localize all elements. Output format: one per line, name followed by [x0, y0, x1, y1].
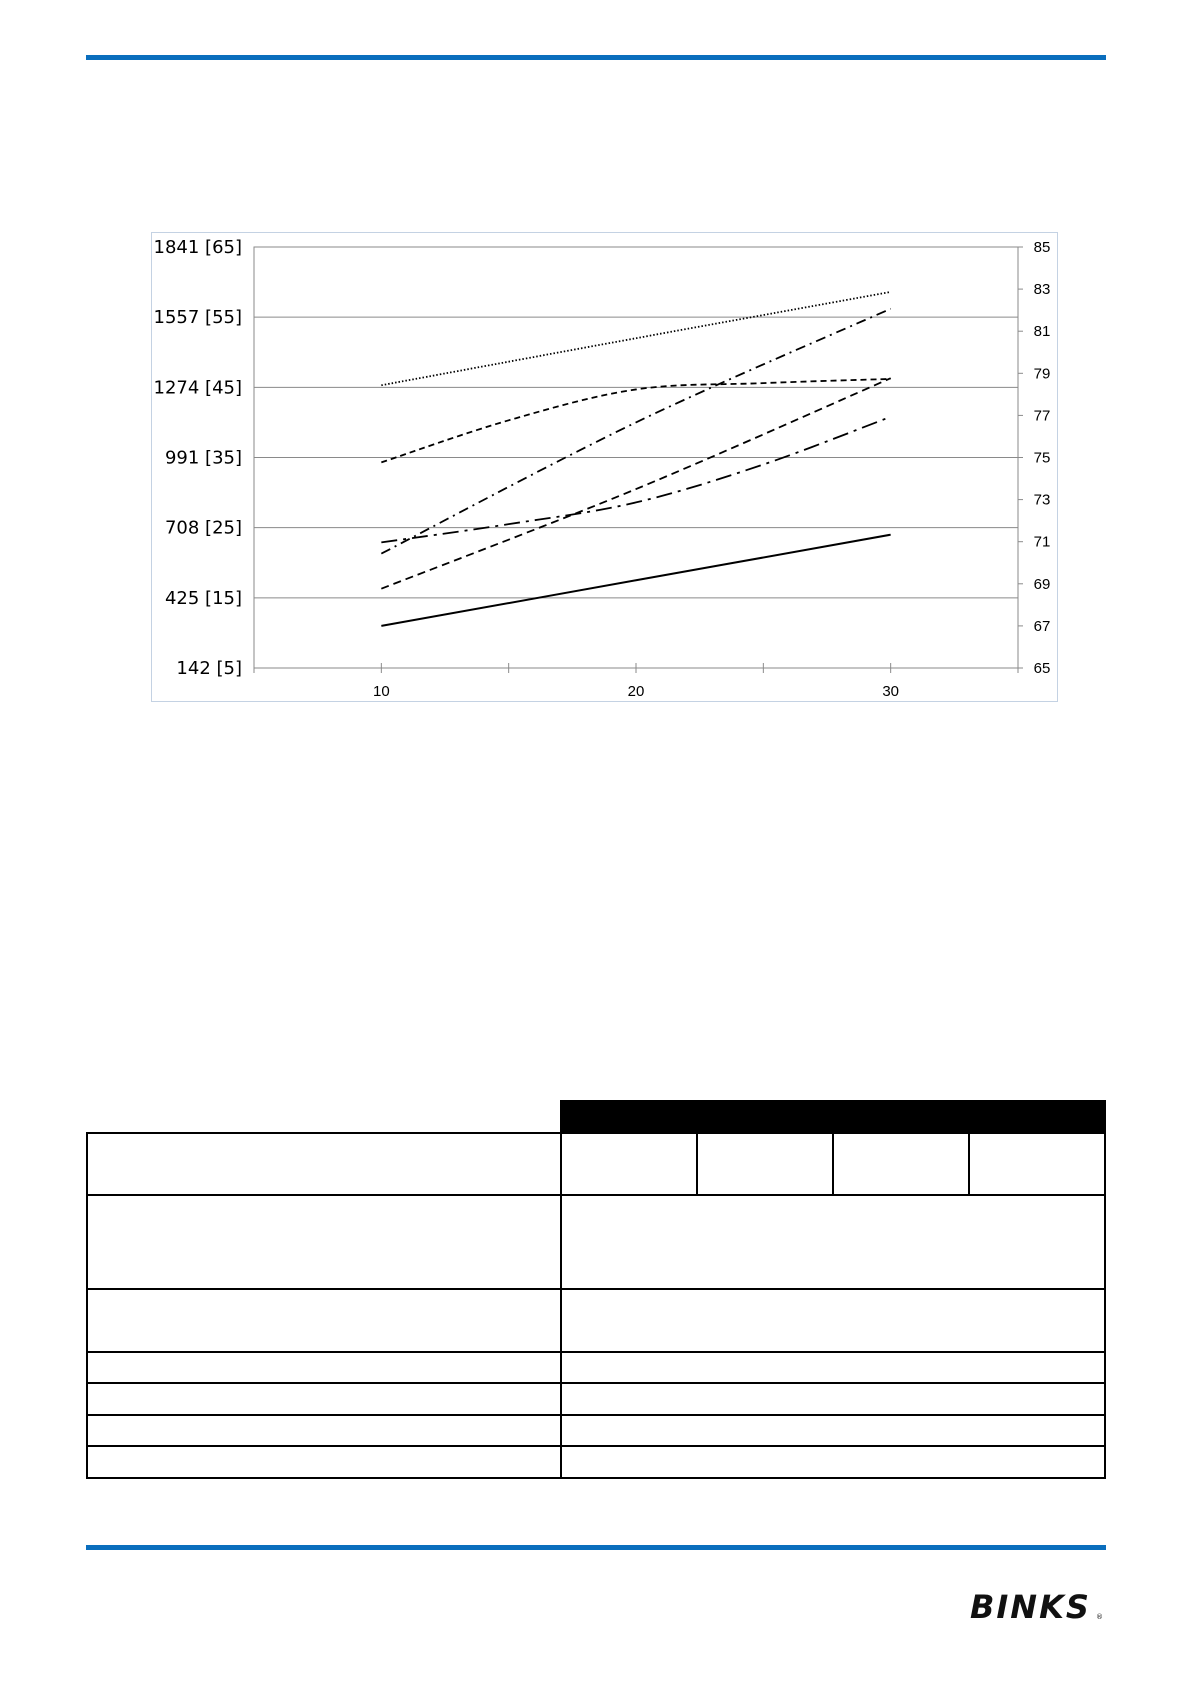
- y-tick-label-right: 69: [1033, 575, 1051, 593]
- registered-mark: ®: [1096, 1613, 1103, 1621]
- y-tick-label-right: 77: [1033, 407, 1051, 425]
- table-row-label: [86, 1382, 562, 1416]
- table-row-value: [560, 1288, 1106, 1353]
- y-tick-label-right: 65: [1033, 660, 1051, 677]
- y-tick-label-right: 71: [1033, 533, 1051, 551]
- table-col-2: [696, 1132, 834, 1196]
- x-tick-label: 10: [372, 683, 390, 700]
- y-tick-label-right: 83: [1033, 281, 1051, 299]
- table-row-label: [86, 1445, 562, 1479]
- y-tick-label-right: 79: [1033, 365, 1051, 383]
- chart-svg: [152, 233, 1059, 703]
- binks-logo: [970, 1588, 1106, 1624]
- table-row-value: [560, 1414, 1106, 1447]
- x-tick-label: 20: [627, 683, 645, 700]
- footer-rule: [86, 1545, 1106, 1550]
- table-header-band: [560, 1100, 1106, 1134]
- table-row-label: [86, 1414, 562, 1447]
- table-row-value: [560, 1194, 1106, 1290]
- y-tick-label-right: 67: [1033, 617, 1051, 635]
- table-col-1: [560, 1132, 698, 1196]
- y-tick-label-left: 1274 [45]: [153, 377, 242, 399]
- series-line-solid: [381, 535, 890, 626]
- chart: [151, 232, 1058, 702]
- series-line-long-dash: [381, 378, 890, 589]
- table-row-value: [560, 1445, 1106, 1479]
- y-tick-label-right: 81: [1033, 323, 1051, 341]
- series-line-dash-dot: [381, 309, 890, 554]
- table-row-label: [86, 1351, 562, 1384]
- series-line-dotted: [381, 292, 890, 385]
- table-row-label: [86, 1132, 562, 1196]
- x-tick-label: 30: [882, 683, 900, 700]
- y-tick-label-right: 73: [1033, 491, 1051, 509]
- y-tick-label-left: 991 [35]: [164, 447, 242, 469]
- table-col-4: [968, 1132, 1106, 1196]
- y-tick-label-left: 1841 [65]: [153, 237, 242, 258]
- table-row-value: [560, 1351, 1106, 1384]
- y-tick-label-left: 425 [15]: [164, 587, 242, 609]
- y-tick-label-left: 708 [25]: [164, 517, 242, 539]
- table-row-label: [86, 1288, 562, 1353]
- table-row-value: [560, 1382, 1106, 1416]
- y-tick-label-left: 142 [5]: [176, 658, 242, 679]
- table-col-3: [832, 1132, 970, 1196]
- table-row-label: [86, 1194, 562, 1290]
- header-rule: [86, 55, 1106, 60]
- y-tick-label-right: 75: [1033, 449, 1051, 467]
- y-tick-label-left: 1557 [55]: [153, 307, 242, 329]
- series-line-dashed: [381, 379, 890, 462]
- logo-wordmark: BINKS: [970, 1588, 1091, 1624]
- y-tick-label-right: 85: [1033, 239, 1051, 256]
